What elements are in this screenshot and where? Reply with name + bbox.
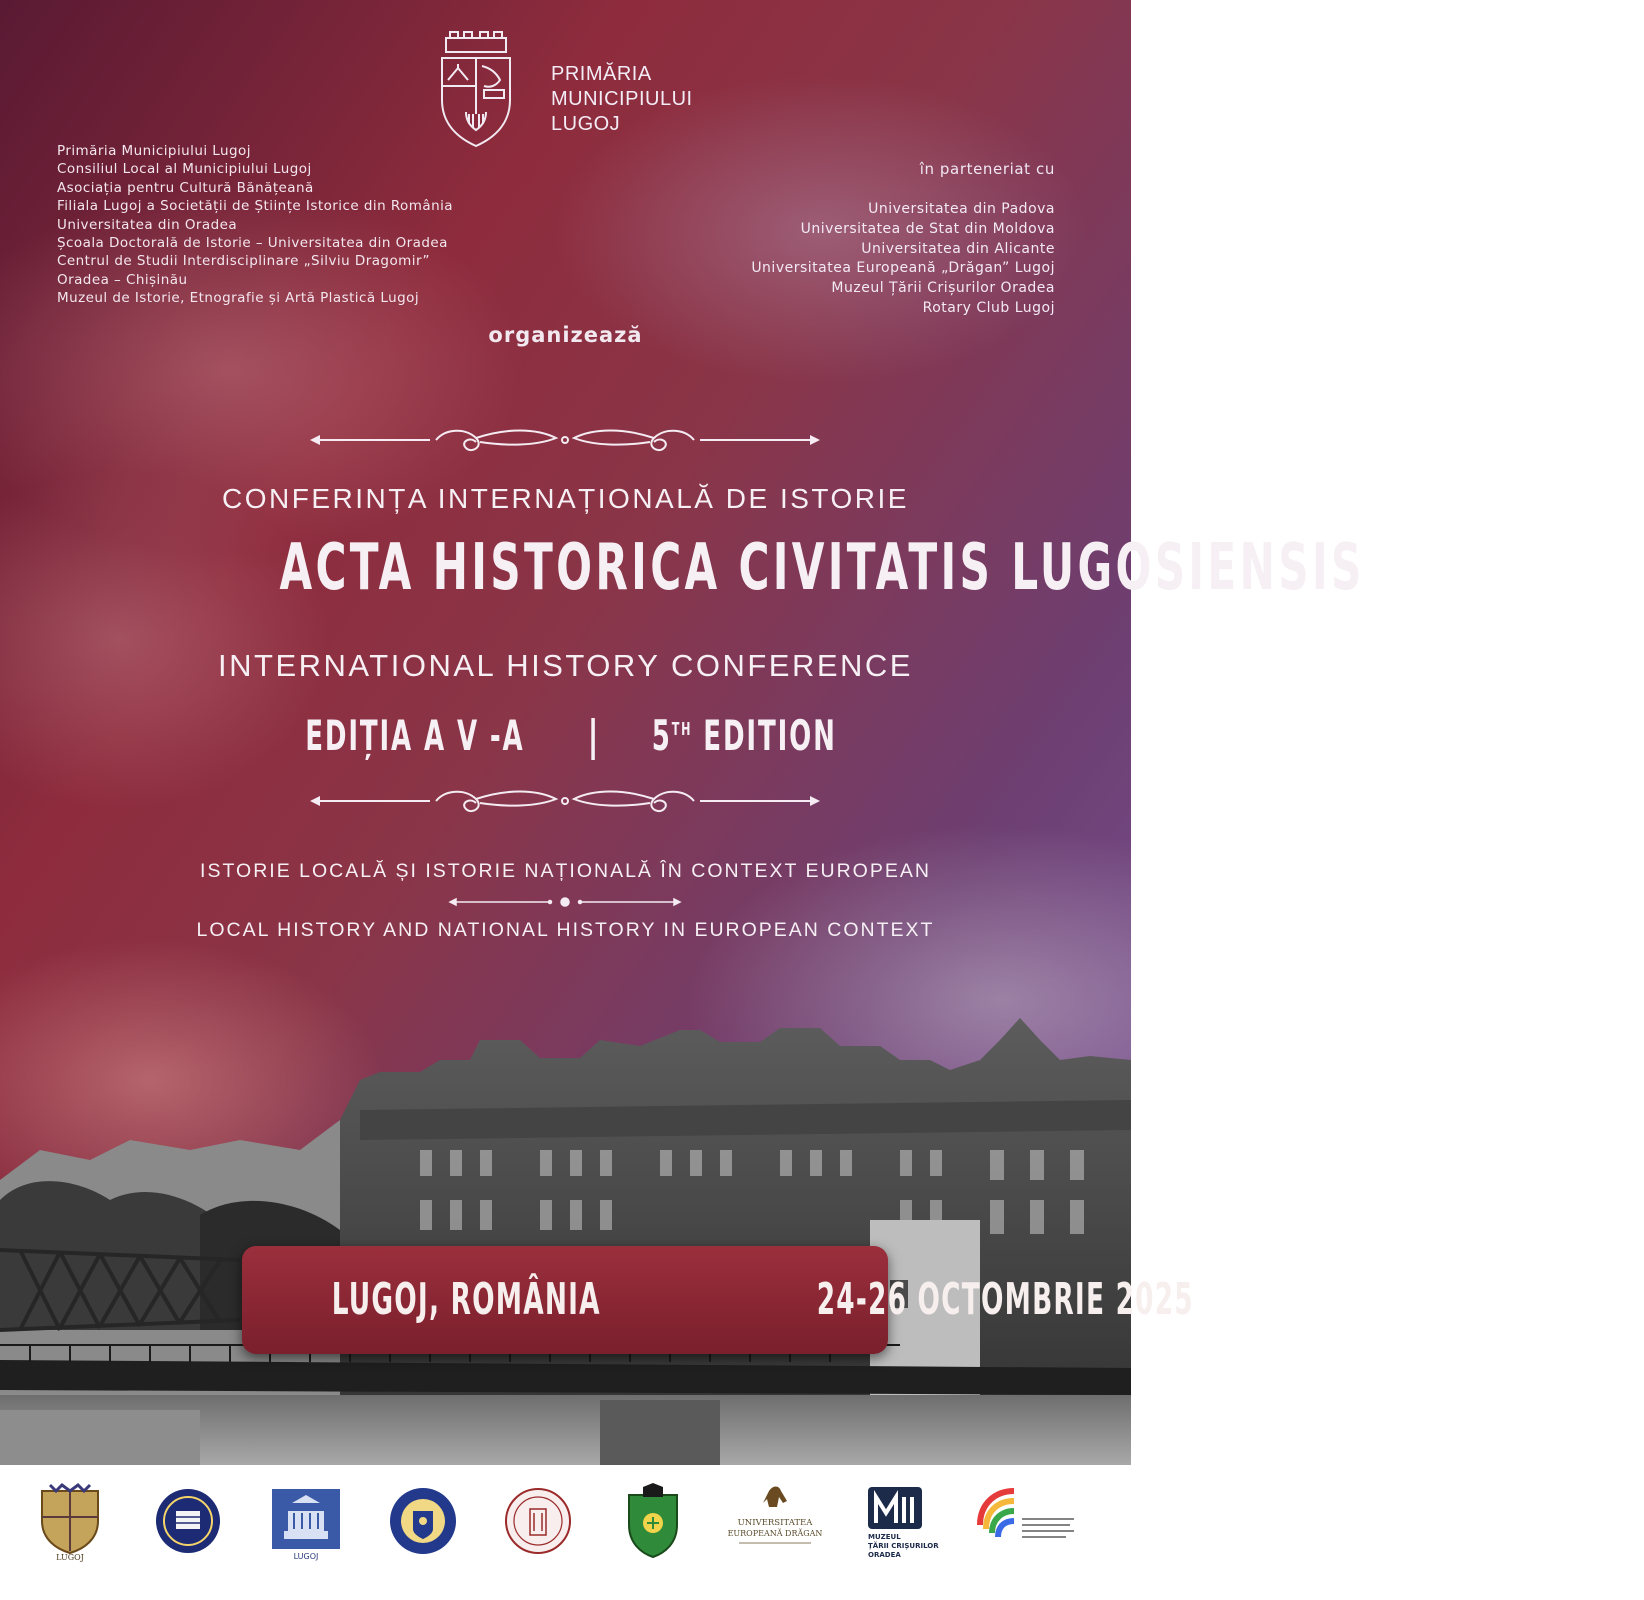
organizers-list [57, 142, 453, 308]
universitatea-europeana-dragan-logo-icon [725, 1481, 825, 1561]
edition-ro: EDIȚIA A V -A [304, 711, 525, 760]
organizeaza-label: organizează [488, 323, 643, 347]
organizer-item: Filiala Lugoj a Societății de Științe Istorice din România [57, 198, 454, 215]
primaria-line: PRIMĂRIA [551, 63, 652, 85]
edition-separator: | [586, 711, 601, 760]
conference-title [0, 528, 1365, 608]
logo-caption-line: ORADEA [868, 1551, 901, 1559]
conference-title-text: ACTA HISTORICA CIVITATIS LUGOSIENSIS [279, 531, 1365, 605]
event-banner [242, 1246, 1194, 1354]
partner-item: Rotary Club Lugoj [922, 299, 1055, 316]
logo-caption-line: EUROPEANĂ DRĂGAN [727, 1529, 823, 1538]
partner-item: Muzeul Țării Crișurilor Oradea [831, 280, 1055, 297]
partner-item: Universitatea de Stat din Moldova [800, 220, 1055, 237]
edition-line [0, 702, 1131, 764]
ornament-divider-icon [310, 784, 820, 818]
partner-item: Universitatea din Padova [868, 201, 1055, 217]
conference-subtitle-en: INTERNATIONAL HISTORY CONFERENCE [218, 648, 913, 683]
edition-en-word: EDITION [703, 711, 837, 760]
organizer-item: Centrul de Studii Interdisciplinare „Silviu Dragomir” [57, 253, 430, 270]
organizer-item: Primăria Municipiului Lugoj [57, 143, 251, 159]
theme-ro: ISTORIE LOCALĂ ȘI ISTORIE NAȚIONALĂ ÎN CONTEXT EUROPEAN [200, 860, 931, 882]
ornament-divider-icon [310, 423, 820, 457]
organizer-item: Școala Doctorală de Istorie – Universitatea din Oradea [57, 235, 448, 252]
edition-en [652, 702, 837, 764]
universita-padova-seal-icon [500, 1481, 576, 1561]
lugoj-coat-of-arms-icon [436, 30, 516, 148]
centrul-studii-interdisciplinare-logo-icon [970, 1481, 1080, 1561]
partners-list [751, 200, 1055, 319]
logo-caption-line: UNIVERSITATEA [737, 1518, 813, 1528]
universitatea-stat-moldova-crest-icon [615, 1481, 691, 1561]
organizer-item: Asociația pentru Cultură Bănățeană [57, 179, 314, 196]
logo-caption-line: ȚĂRII CRIȘURILOR [868, 1542, 939, 1550]
primaria-line: MUNICIPIULUI [551, 88, 693, 110]
organizer-item: Muzeul de Istorie, Etnografie și Artă Plastică Lugoj [57, 290, 420, 307]
sponsor-logo-strip [0, 1465, 1131, 1600]
partner-item: Universitatea Europeană „Drăgan” Lugoj [751, 260, 1055, 277]
banner-text [242, 1270, 1194, 1330]
banner-dates: 24-26 OCTOMBRIE 2025 [816, 1274, 1194, 1325]
logo-caption: LUGOJ [56, 1553, 84, 1562]
organizer-item: Oradea – Chișinău [57, 271, 188, 288]
theme-en: LOCAL HISTORY AND NATIONAL HISTORY IN EUROPEAN CONTEXT [196, 919, 935, 941]
conference-subtitle-ro: CONFERINȚA INTERNAȚIONALĂ DE ISTORIE [222, 483, 909, 514]
muzeul-tarii-crisurilor-logo-icon [862, 1481, 942, 1561]
logo-caption: LUGOJ [293, 1552, 319, 1561]
edition-en-number: 5 [651, 711, 672, 760]
partner-item: Universitatea din Alicante [861, 240, 1055, 257]
logo-caption-line: MUZEUL [868, 1533, 901, 1541]
banner-location: LUGOJ, ROMÂNIA [331, 1274, 601, 1325]
organizer-item: Universitatea din Oradea [57, 216, 238, 233]
lugoj-coat-of-arms-icon [32, 1481, 108, 1561]
primaria-name [551, 62, 693, 137]
historic-building-photo [0, 1000, 1131, 1465]
societatea-stiinte-istorice-seal-icon [150, 1481, 226, 1561]
muzeul-istorie-etnografie-lugoj-icon [268, 1481, 344, 1561]
edition-en-suffix: TH [671, 719, 693, 740]
organizer-item: Consiliul Local al Municipiului Lugoj [57, 161, 312, 178]
small-divider-icon [450, 894, 680, 908]
partners-heading: în parteneriat cu [919, 160, 1055, 178]
universitatea-oradea-seal-icon [385, 1481, 461, 1561]
primaria-line: LUGOJ [551, 113, 621, 135]
